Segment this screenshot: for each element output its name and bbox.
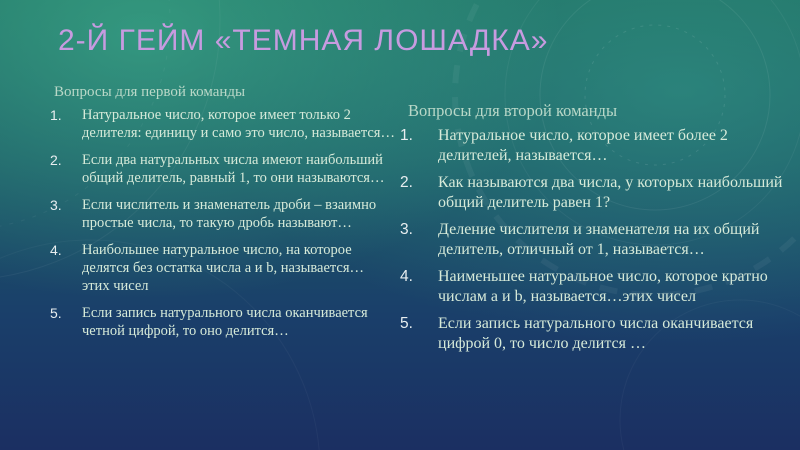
question-text: Как называются два числа, у которых наибольший общий делитель равен 1?	[438, 174, 783, 211]
team1-question	[50, 241, 395, 295]
question-text: Деление числителя и знаменателя на их общий делитель, отличный от 1, называется…	[438, 221, 760, 258]
team2-section	[400, 101, 785, 361]
slide-title: 2-Й ГЕЙМ «ТЕМНАЯ ЛОШАДКА»	[58, 24, 549, 57]
question-number: 4.	[400, 268, 413, 285]
team1-question-list	[50, 106, 395, 340]
team2-question	[400, 173, 785, 213]
question-number: 1.	[50, 107, 62, 123]
team2-question-list	[400, 126, 785, 354]
team2-question	[400, 267, 785, 307]
question-text: Наименьшее натуральное число, которое кратно числам a и b, называется…этих чисел	[438, 268, 768, 305]
question-number: 5.	[50, 305, 62, 321]
question-text: Натуральное число, которое имеет только 2 делителя: единицу и само это число, называется…	[82, 107, 395, 141]
team1-section	[50, 84, 395, 349]
team2-question	[400, 126, 785, 166]
question-number: 5.	[400, 315, 413, 332]
question-text: Если запись натурального числа оканчивается четной цифрой, то оно делится…	[82, 305, 368, 339]
team1-question	[50, 106, 395, 142]
team2-question	[400, 314, 785, 354]
question-number: 4.	[50, 242, 62, 258]
question-number: 3.	[400, 221, 413, 238]
question-text: Натуральное число, которое имеет более 2 делителей, называется…	[438, 127, 728, 164]
question-text: Если запись натурального числа оканчивается цифрой 0, то число делится …	[438, 315, 754, 352]
team1-question	[50, 304, 395, 340]
question-number: 1.	[400, 127, 413, 144]
team1-heading: Вопросы для первой команды	[54, 84, 246, 100]
question-number: 2.	[400, 174, 413, 191]
question-number: 3.	[50, 197, 62, 213]
team1-question	[50, 151, 395, 187]
question-number: 2.	[50, 152, 62, 168]
question-text: Наибольшее натуральное число, на которое делятся без остатка числа а и b, называется… этих чисел	[82, 242, 364, 294]
question-text: Если числитель и знаменатель дроби – взаимно простые числа, то такую дробь называют…	[82, 197, 377, 231]
team2-question	[400, 220, 785, 260]
team2-heading: Вопросы для второй команды	[408, 101, 618, 120]
question-text: Если два натуральных числа имеют наибольший общий делитель, равный 1, то они называются…	[82, 152, 385, 186]
team1-question	[50, 196, 395, 232]
